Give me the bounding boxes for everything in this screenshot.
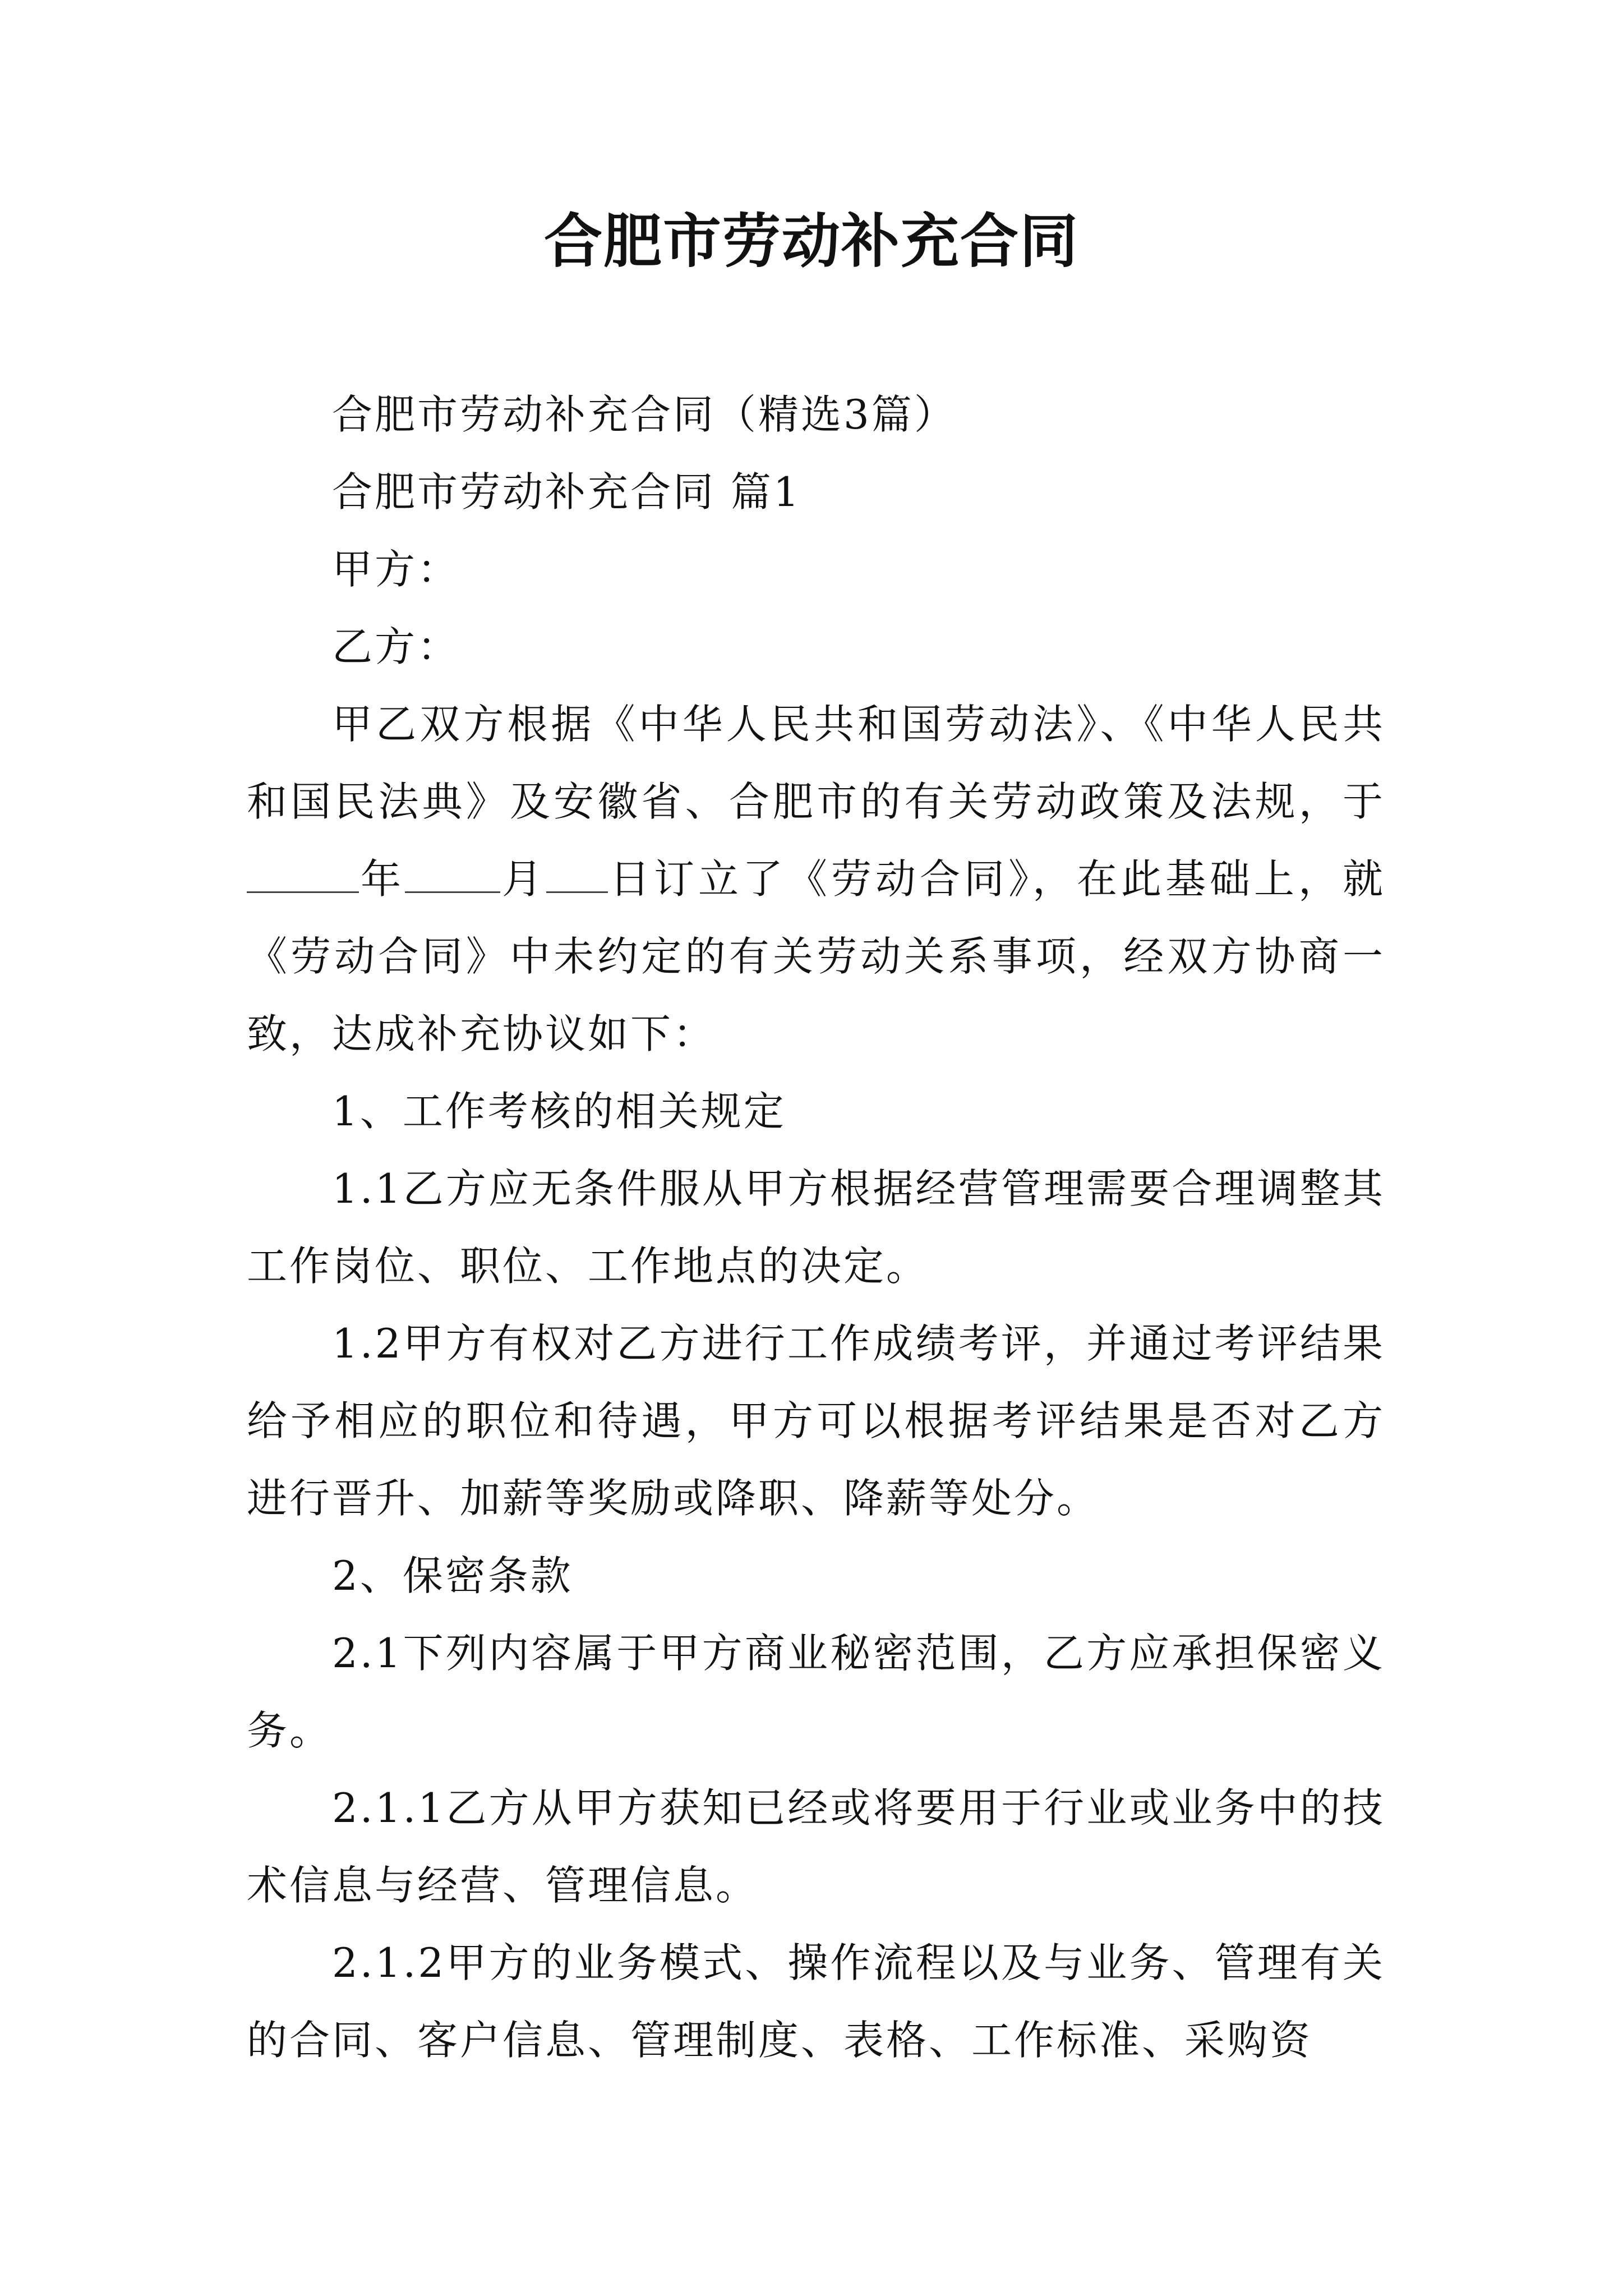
clause-1-1: 1.1乙方应无条件服从甲方根据经营管理需要合理调整其工作岗位、职位、工作地点的决定。 xyxy=(247,1165,1385,1290)
party-b-label: 乙方： xyxy=(332,623,460,670)
year-blank xyxy=(247,846,359,893)
year-label: 年 xyxy=(359,855,405,903)
month-label: 月 xyxy=(500,855,546,903)
intro-text-2: 日订立了《劳动合同》，在此基础上，就《劳动合同》中未约定的有关劳动关系事项，经双方协商一致，达成补充协议如下： xyxy=(247,855,1385,1057)
clause-1-2: 1.2甲方有权对乙方进行工作成绩考评，并通过考评结果给予相应的职位和待遇，甲方可以根据考评结果是否对乙方进行晋升、加薪等奖励或降职、降薪等处分。 xyxy=(247,1320,1385,1522)
intro-paragraph xyxy=(247,685,1385,1073)
clause-2-1-1: 2.1.1乙方从甲方获知已经或将要用于行业或业务中的技术信息与经营、管理信息。 xyxy=(247,1784,1385,1909)
month-blank xyxy=(405,846,500,893)
document-body xyxy=(247,376,1385,2079)
heading-part-1: 合肥市劳动补充合同 篇1 xyxy=(332,468,801,516)
heading-selected: 合肥市劳动补充合同（精选3篇） xyxy=(332,391,957,438)
day-blank xyxy=(546,846,608,893)
clause-2-1: 2.1下列内容属于甲方商业秘密范围，乙方应承担保密义务。 xyxy=(247,1630,1385,1754)
document-title: 合肥市劳动补充合同 xyxy=(543,206,1079,275)
clause-2-1-2: 2.1.2甲方的业务模式、操作流程以及与业务、管理有关的合同、客户信息、管理制度、表格、工作标准、采购资 xyxy=(247,1939,1385,2064)
section-1-heading: 1、工作考核的相关规定 xyxy=(332,1088,786,1135)
party-a-label: 甲方： xyxy=(332,546,460,593)
intro-text-1: 甲乙双方根据《中华人民共和国劳动法》、《中华人民共和国民法典》及安徽省、合肥市的有关劳动政策及法规，于 xyxy=(247,701,1385,825)
section-2-heading: 2、保密条款 xyxy=(332,1552,573,1599)
